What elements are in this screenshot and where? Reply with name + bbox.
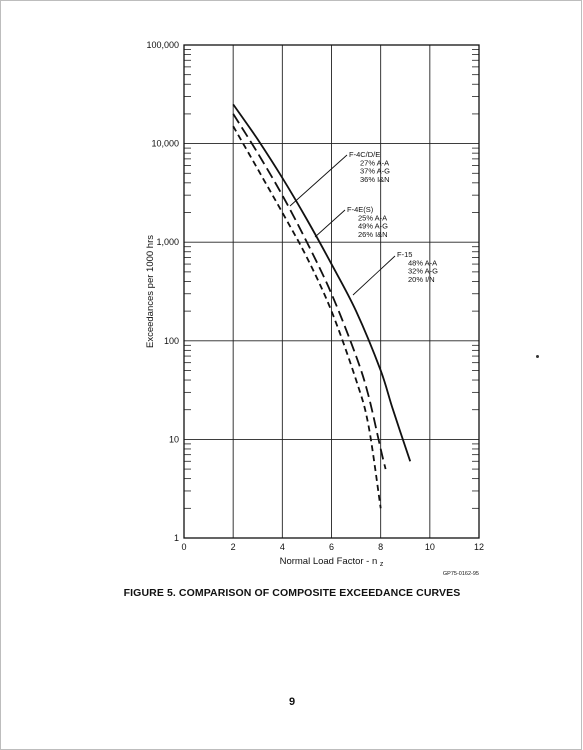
stray-mark <box>536 355 539 358</box>
leader-line <box>353 256 395 295</box>
series-annotation-name: F-4C/D/E <box>349 150 381 159</box>
ticks-layer <box>146 40 484 552</box>
y-tick-label: 10,000 <box>151 138 179 149</box>
leader-line <box>290 155 347 206</box>
grid-layer <box>184 45 479 538</box>
y-axis-label: Exceedances per 1000 hrs <box>145 234 156 349</box>
figure-source-code: GP75-0162-95 <box>442 571 479 577</box>
series-annotation-mix: 26% I&N <box>358 229 388 239</box>
exceedance-chart <box>1 1 583 577</box>
x-tick-label: 6 <box>328 542 335 552</box>
x-tick-label: 0 <box>181 542 187 552</box>
series-annotation-mix: 27% A-A <box>360 158 390 168</box>
series-annotation-mix: 32% A-G <box>408 266 439 276</box>
labels-layer <box>145 150 479 577</box>
x-tick-label: 12 <box>473 542 485 552</box>
y-tick-label: 10 <box>168 434 179 445</box>
y-tick-label: 1,000 <box>156 237 179 248</box>
x-tick-label: 2 <box>230 542 236 552</box>
series-annotation-mix: 49% A-G <box>358 221 389 231</box>
series-annotation-name: F-15 <box>397 250 413 259</box>
y-tick-label: 100 <box>163 335 179 346</box>
leader-line <box>315 210 345 237</box>
x-tick-label: 4 <box>279 542 285 552</box>
figure-caption: FIGURE 5. COMPARISON OF COMPOSITE EXCEEDANCE CURVES <box>123 587 461 599</box>
page-number: 9 <box>288 696 296 708</box>
y-tick-label: 1 <box>173 533 179 543</box>
series-annotation-mix: 37% A-G <box>360 166 391 176</box>
x-tick-label: 8 <box>378 542 384 552</box>
series-annotation-mix: 20% I/N <box>408 274 435 284</box>
series-annotation-mix: 36% I&N <box>360 174 390 184</box>
series-annotation-mix: 25% A-A <box>358 213 388 223</box>
y-tick-label: 100,000 <box>146 40 179 50</box>
series-annotation-mix: 48% A-A <box>408 258 438 268</box>
series-annotation-name: F-4E(S) <box>347 205 374 214</box>
x-tick-label: 10 <box>424 542 435 552</box>
x-axis-label: Normal Load Factor - n $_z$ <box>279 556 384 568</box>
